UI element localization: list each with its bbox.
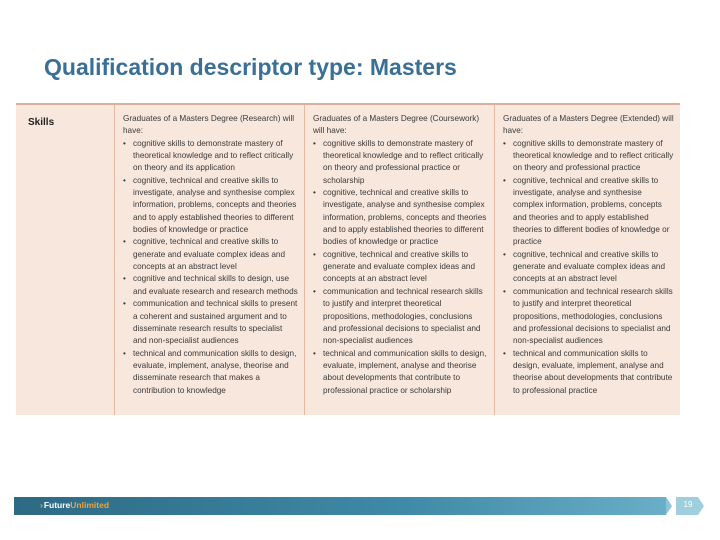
footer-arrow-tip xyxy=(666,497,672,515)
bullet-list xyxy=(123,138,298,397)
column-intro: Graduates of a Masters Degree (Extended) will have: xyxy=(503,114,674,136)
bullet-item: • cognitive skills to demonstrate mastery of theoretical knowledge and to reflect critically on theory and professional practice xyxy=(503,138,674,175)
column-research xyxy=(114,105,304,415)
bullet-item: • communication and technical skills to present a coherent and sustained argument and to disseminate research results to specialist and non-specialist audiences xyxy=(123,298,298,347)
bullet-item: • technical and communication skills to design, evaluate, implement, analyse, theorise and disseminate research that makes a contribution to knowledge xyxy=(123,348,298,397)
skills-table xyxy=(16,103,680,415)
bullet-item: • cognitive, technical and creative skills to investigate, analyse and synthesise complex information, problems, concepts and theories and to apply established theories to different bodies of knowledge or practice xyxy=(503,175,674,249)
bullet-item: • technical and communication skills to design, evaluate, implement, analyse and theorise about developments that contribute to professional practice or scholarship xyxy=(313,348,488,397)
row-label-cell xyxy=(16,105,114,415)
bullet-item: • cognitive skills to demonstrate mastery of theoretical knowledge and to reflect critically on theory and its application xyxy=(123,138,298,175)
page-number: 19 xyxy=(683,500,693,509)
logo-future-text: Future xyxy=(43,500,71,510)
chevron-right-icon: › xyxy=(40,500,43,510)
bullet-item: • communication and technical research skills to justify and interpret theoretical propositions, methodologies, conclusions and professional decisions to specialist and non-specialist audiences xyxy=(503,286,674,348)
bullet-item: • technical and communication skills to design, evaluate, implement, analyse and theorise about developments that contribute to professional practice xyxy=(503,348,674,397)
bullet-item: • cognitive, technical and creative skills to investigate, analyse and synthesise complex information, problems, concepts and theories and to apply established theories to different bodies of knowledge or practice xyxy=(313,187,488,249)
row-label: Skills xyxy=(28,117,55,128)
column-extended xyxy=(494,105,680,415)
bullet-item: • cognitive and technical skills to design, use and evaluate research and research methods xyxy=(123,273,298,298)
footer-bar xyxy=(14,497,666,515)
column-intro: Graduates of a Masters Degree (Coursework) will have: xyxy=(313,114,480,136)
bullet-item: • cognitive, technical and creative skills to generate and evaluate complex ideas and concepts at an abstract level xyxy=(503,249,674,286)
footer xyxy=(14,497,693,515)
logo-unlimited-text: Unlimited xyxy=(70,500,110,510)
bullet-item: • communication and technical research skills to justify and interpret theoretical propositions, methodologies, conclusions and professional decisions to specialist and non-specialist audiences xyxy=(313,286,488,348)
column-coursework xyxy=(304,105,494,415)
bullet-item: • cognitive, technical and creative skills to generate and evaluate complex ideas and concepts at an abstract level xyxy=(313,249,488,286)
future-unlimited-logo xyxy=(40,500,109,510)
bullet-list xyxy=(503,138,674,397)
column-intro: Graduates of a Masters Degree (Research) will have: xyxy=(123,114,295,136)
bullet-item: • cognitive, technical and creative skills to generate and evaluate complex ideas and concepts at an abstract level xyxy=(123,236,298,273)
bullet-item: • cognitive, technical and creative skills to investigate, analyse and synthesise complex information, problems, concepts and theories and to apply established theories to different bodies of knowledge or practice xyxy=(123,175,298,237)
bullet-item: • cognitive skills to demonstrate mastery of theoretical knowledge and to reflect critically on theory and professional practice or scholarship xyxy=(313,138,488,187)
slide-title: Qualification descriptor type: Masters xyxy=(44,54,457,80)
bullet-list xyxy=(313,138,488,397)
